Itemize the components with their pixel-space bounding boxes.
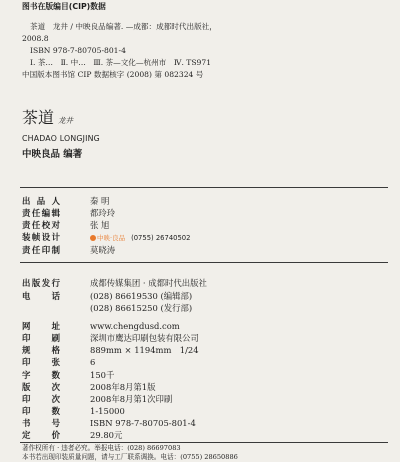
- credit-value-design: [90, 232, 190, 243]
- pub-label: 书 号: [22, 418, 60, 428]
- credit-label: 装帧设计: [22, 232, 60, 242]
- credit-row: [22, 196, 362, 206]
- pub-row: [22, 418, 362, 428]
- pub-value: 889mm × 1194mm 1/24: [90, 345, 199, 355]
- credit-row: [22, 208, 362, 218]
- pub-row: [22, 382, 362, 392]
- credit-label: 责任编辑: [22, 208, 60, 218]
- pub-value: www.chengdusd.com: [90, 321, 180, 331]
- divider-bottom: [20, 442, 388, 443]
- pub-label: 印 张: [22, 357, 60, 367]
- divider-top: [20, 187, 388, 188]
- pub-label: 出版发行: [22, 278, 60, 288]
- pub-row: [22, 430, 362, 440]
- credit-row: [22, 232, 362, 242]
- pub-row: [22, 291, 362, 301]
- divider-middle: [20, 262, 388, 263]
- title-sub: 龙井: [58, 116, 74, 125]
- cip-isbn: ISBN 978-7-80705-801-4: [30, 46, 126, 55]
- pub-value: 150千: [90, 370, 115, 380]
- cip-heading: 图书在版编目(CIP)数据: [22, 2, 106, 11]
- pub-row: [22, 394, 362, 404]
- zhongying-logo-icon: [90, 235, 96, 241]
- credit-label: 责任印制: [22, 245, 60, 255]
- pub-label: 印 刷: [22, 333, 60, 343]
- pub-value: 1-15000: [90, 406, 125, 416]
- pub-value: 6: [90, 357, 96, 367]
- pub-value: (028) 86619530 (编辑部): [90, 291, 193, 301]
- cip-record: 中国版本图书馆 CIP 数据核字 (2008) 第 082324 号: [22, 70, 204, 79]
- credit-value: 秦 明: [90, 196, 110, 206]
- pub-value: 29.80元: [90, 430, 123, 440]
- pub-label: 定 价: [22, 430, 60, 440]
- credit-row: [22, 220, 362, 230]
- pub-value: 2008年8月第1次印刷: [90, 394, 173, 404]
- quality-notice: 本书若出现印装质量问题，请与工厂联系调换。电话：(0755) 28650886: [22, 453, 238, 461]
- zhongying-logo-text: 中映·良品: [97, 234, 126, 242]
- pub-row: [22, 278, 362, 288]
- design-phone: (0755) 26740502: [131, 234, 191, 242]
- pub-label: 印 数: [22, 406, 60, 416]
- title-main: 茶道: [22, 108, 55, 127]
- credit-value: 张 旭: [90, 220, 110, 230]
- credit-row: [22, 245, 362, 255]
- pub-row: [22, 357, 362, 367]
- pub-value: 2008年8月第1版: [90, 382, 156, 392]
- pub-row: [22, 303, 362, 313]
- book-author: 中映良品 编著: [22, 149, 83, 160]
- copyright-notice: 著作权所有 · 违者必究。举报电话：(028) 86697083: [22, 444, 181, 452]
- pub-label: 印 次: [22, 394, 60, 404]
- pub-value: 成都传媒集团 · 成都时代出版社: [90, 278, 207, 288]
- cip-entry: 茶道 龙井 / 中映良品编著. —成都：成都时代出版社，: [30, 22, 217, 31]
- pub-label: 字 数: [22, 370, 60, 380]
- pub-label: 版 次: [22, 382, 60, 392]
- pub-value: ISBN 978-7-80705-801-4: [90, 418, 196, 428]
- pub-label: 网 址: [22, 321, 60, 331]
- pub-row: [22, 406, 362, 416]
- credit-label: 出 品 人: [22, 196, 60, 206]
- credit-value: 都玲玲: [90, 208, 116, 218]
- pub-row: [22, 333, 362, 343]
- cip-date: 2008.8: [22, 34, 49, 43]
- cip-classification: Ⅰ. 茶… Ⅱ. 中… Ⅲ. 茶—文化—杭州市 Ⅳ. TS971: [30, 58, 212, 67]
- title-pinyin: CHADAO LONGJING: [22, 134, 100, 143]
- book-title: [22, 110, 73, 126]
- pub-value: (028) 86615250 (发行部): [90, 303, 193, 313]
- pub-label: 规 格: [22, 345, 60, 355]
- pub-row: [22, 370, 362, 380]
- credit-label: 责任校对: [22, 220, 60, 230]
- pub-label: 电 话: [22, 291, 60, 301]
- credit-value: 莫晓涛: [90, 245, 116, 255]
- pub-value: 深圳市鹰达印刷包装有限公司: [90, 333, 199, 343]
- pub-row: [22, 345, 362, 355]
- pub-row: [22, 321, 362, 331]
